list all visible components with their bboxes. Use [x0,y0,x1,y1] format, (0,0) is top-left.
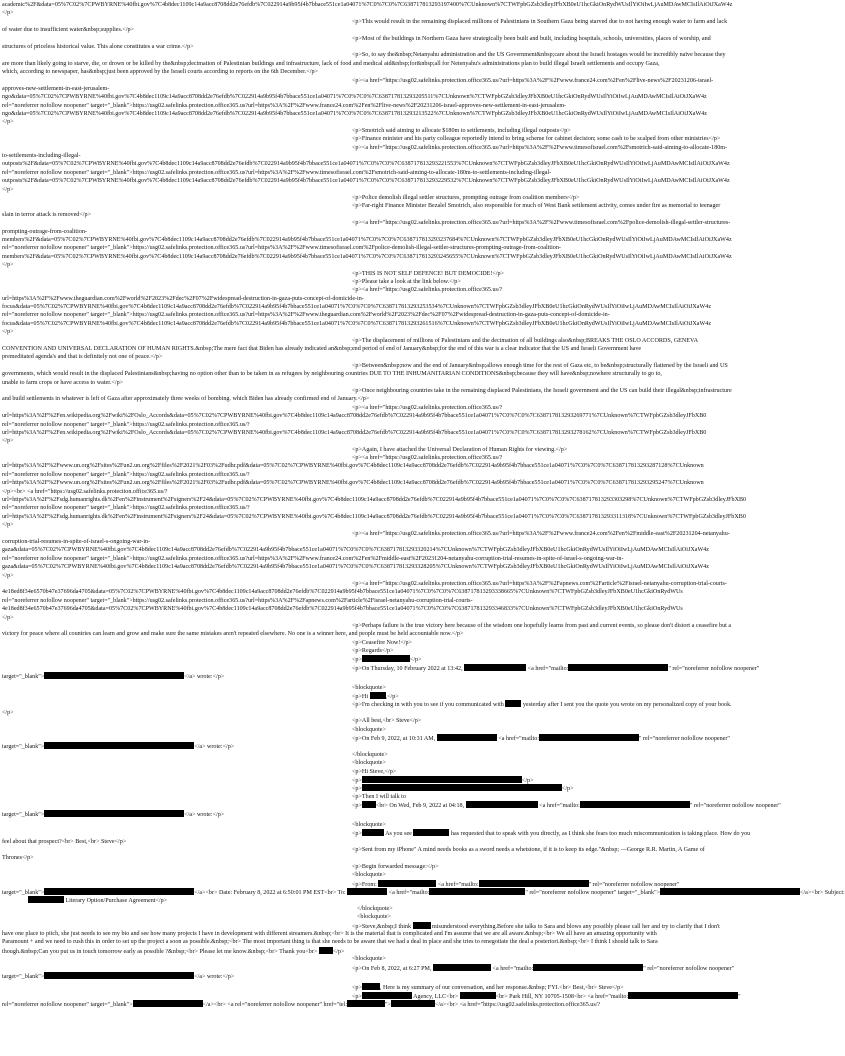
redaction-box [628,992,738,999]
source-line: rel="noreferrer nofollow noopener" target="_blank">https://usg02.safelinks.protection.office365.us?url=https%3A%2F%2Fwww.timesofisrael.com%2Fsmotrich-said-aiming-to-allocate-180m-to-settlements-including-illegal- [2,169,552,176]
redaction-box [505,700,521,707]
line-text: <p> [352,831,362,838]
source-line: <p>Begin forwarded message:</p> [352,863,439,870]
source-line: gaza&data=05%7C02%7CPWBYRNE%40fbi.gov%7C4b8dec1109c14a9acc8708dd2e76efdb%7C022914a9b95f4b7bbace551ce1a04071%7C0%7C0%7C638717813293320214%7CUnknown%7CTWFpbGZsb3dleyJFbXB0eU1hcGkiOnRydWUsIlYiOiIwLjAuMDAwMCIsIlAiOiJXaW4z [2,547,709,554]
source-line: <p><a href="https://usg02.safelinks.protection.office365.us/?url=https%3A%2F%2Fwww.france24.com%2Fen%2Fmiddle-east%2F20231204-netanyahu- [352,530,730,537]
source-line: victory for peace where all countries can learn and grow and make sure the same mistakes aren't repeated elsewhere. No one is a winner here, and people must be held accountable now.</p> [2,631,464,638]
source-line: rel="noreferrer nofollow noopener" target="_blank">https://usg02.safelinks.protection.office365.us/? [2,421,250,428]
redaction-box [460,992,496,999]
source-line: rel="noreferrer nofollow noopener" target="_blank">https://usg02.safelinks.protection.office365.us/? [2,471,250,478]
source-line: <p>Between&nbsp;now and the end of January&nbsp;allows enough time for the rest of Gaza etc, to be&nbsp;structurally flattened by the Israeli and US [352,362,728,369]
source-line: unable to farm crops or have access to water.</p> [2,379,124,386]
source-line: focus&data=05%7C02%7CPWBYRNE%40fbi.gov%7C4b8dec1109c14a9acc8708dd2e76efdb%7C022914a9b95f4b7bbace551ce1a04071%7C0%7C0%7C638717813293253534%7CUnknown%7CTWFpbGZsb3dleyJFbXB0eU1hcGkiOnRydWUsIlYiOiIwLjAuMDAwMCIsIlAiOiJXaW4z [2,304,712,311]
source-line: </p> [2,522,14,529]
line-text: " rel="noreferrer nofollow noopener" target="_blank"> [525,890,660,897]
source-line: </p> [2,262,14,269]
redaction-box [44,810,184,817]
line-text: " rel="noreferrer nofollow noopener" [643,965,735,972]
source-line: rel="noreferrer nofollow noopener" target="_blank">https://usg02.safelinks.protection.office365.us?url=https%3A%2F%2Fwww.france24.com%2Fen%2Flive-news%2F20231206-israel-approves-new-settlement-in-east-jerusalem- [2,102,567,109]
source-line: <p>Perhaps failure is the true victory here because of the wisdom one hopefully learns from past and current events, so please don't distort a ceasefire but a [352,622,732,629]
line-text: </a> wrote:</p> [184,674,225,681]
source-line: <p><a href="https://usg02.safelinks.protection.office365.us/?url=https%3A%2F%2Fapnews.com%2Farticle%2Fisrael-netanyahu-corruption-trial-courts- [352,580,727,587]
redaction-box [28,896,64,903]
redaction-box [568,664,668,671]
source-line [2,947,814,955]
source-line: <p>Please take a look at the link below.</p> [352,278,461,285]
source-line: <blockquote> [352,821,386,828]
source-line [2,801,814,809]
line-text: target="_blank"> [2,890,45,897]
line-text: " rel="noreferrer nofollow noopener" [588,881,680,888]
line-text: <p>On Feb 8, 2022, at 6:27 PM, [352,965,434,972]
line-text: , Here is my summary of our conversation, and her response.&nbsp; FYI.<br> Best,<br> Steve</p> [379,985,624,992]
source-line: <p><a href="https://usg02.safelinks.protection.office365.us/? [352,404,503,411]
source-line: <p>Again, I have attached the Universal Declaration of Human Rights for viewing.</p> [352,446,568,453]
line-text: " [738,993,741,1000]
line-text: </a><br> Subject: [800,890,845,897]
line-text [2,898,28,904]
source-line: <blockquote> [352,760,386,767]
source-line: </p> [2,329,14,336]
source-line: </p> [2,572,14,579]
redaction-box [362,655,410,662]
line-text: yesterday after I sent you the quote you wrote on my personalized copy of your book. [521,702,732,709]
line-text: <p> [352,993,362,1000]
redaction-box [133,1000,203,1007]
line-text: </p> [409,657,422,664]
source-line [2,1000,814,1008]
email-source-document [2,1,845,1009]
source-line: corruption-trial-resumes-in-spite-of-israel-s-ongoing-war-in- [2,539,151,545]
source-line: url=https%3A%2F%2Fsdg.humanrights.dk%2Fen%2Finstrument%2Fsigners%2F24&data=05%7C02%7CPWBYRNE%40fbi.gov%7C4b8dec1109c14a9acc8708dd2e76efdb%7C022914a9b95f4b7bbace551ce1a04071%7C0%7C0%7C638717813293303298%7CUnknown%7CTWFpbGZsb3dleyJFbXB0 [2,497,747,504]
source-line: <p>Then I will talk to [352,793,408,800]
source-line: <p>The displacement of millions of Palestinians and the decimation of all buildings also&nbsp;BREAKS THE OSLO ACCORDS, GENEVA [352,337,699,344]
line-text: <p>On Feb 9, 2022, at 10:31 AM, [352,735,437,742]
source-line: <blockquote> [352,872,386,879]
redaction-box [378,880,436,887]
source-line: <p>Once neighbouring countries take in the remaining displaced Palestinians, the Israeli government and the US can build their illegal&nbsp;infrastructure [352,387,732,394]
line-text: </a> wrote:</p> [184,811,225,818]
source-line: CONVENTION AND UNIVERSAL DECLARATION OF HUMAN RIGHTS.&nbsp;The mere fact that Biden has already indicated an&nbsp;end period of end of January&nbsp;for the end of this war is a clear indicator that the US and Israeli Government have [2,346,642,353]
source-line: ngo&data=05%7C02%7CPWBYRNE%40fbi.gov%7C4b8dec1109c14a9acc8708dd2e76efdb%7C022914a9b95f4b7bbace551ce1a04071%7C0%7C0%7C638717813293213522%7CUnknown%7CTWFpbGZsb3dleyJFbXB0eU1hcGkiOnRydWUsIlYiOiIwLjAuMDAwMCIsIlAiOiJXaW4z [2,111,707,118]
line-text: rel="noreferrer nofollow noopener" target="_blank"> [2,1002,133,1009]
line-text: " rel="noreferrer nofollow noopener" [668,665,760,672]
source-line: </p> [2,614,14,621]
redaction-box [319,947,333,954]
redaction-box [44,972,194,979]
source-line: <blockquote> [352,956,386,963]
line-text: <p>Steve,&nbsp;I think [352,923,413,930]
line-text: <a href="mailto: [496,735,539,742]
source-line: <p>Finance minister and his party colleague reportedly intend to bring scheme for cabinet decision; some cash to be scalped from other ministries</p> [352,136,721,143]
source-line: members%2F&data=05%7C02%7CPWBYRNE%40fbi.gov%7C4b8dec1109c14a9acc8708dd2e76efdb%7C022914a9b95f4b7bbace551ce1a04071%7C0%7C0%7C638717813293237684%7CUnknown%7CTWFpbGZsb3dleyJFbXB0eU1hcGkiOnRydWUsIlYiOiIwLjAuMDAwMCIsIlAiOiJXaW4z [2,236,732,243]
line-text: </a> wrote:</p> [194,973,235,980]
source-line: url=https%3A%2F%2Fen.wikipedia.org%2Fwiki%2FOslo_Accords&data=05%7C02%7CPWBYRNE%40fbi.gov%7C4b8dec1109c14a9acc8708dd2e76efdb%7C022914a9b95f4b7bbace551ce1a04071%7C0%7C0%7C638717813293269771%7CUnknown%7CTWFpbGZsb3dleyJFbXB0 [2,413,707,420]
source-line: </p> [2,10,14,17]
source-line: <blockquote> [352,684,386,691]
line-text: <a href="mailto: [526,665,569,672]
line-text: <br> On Wed, Feb 9, 2022 at 04:18, [375,803,466,810]
source-line: prompting-outrage-from-coalition- [2,228,87,235]
source-line: <p><a href="https://usg02.safelinks.protection.office365.us/?url=https%3A%2F%2Fwww.timesofisrael.com%2Fsmotrich-said-aiming-to-allocate-180m- [352,144,728,151]
line-text: As you see [383,831,414,838]
source-line: Thrones</p> [2,855,34,862]
source-line: premeditated agenda's and that is definitely not one of peace.</p> [2,354,163,361]
source-line [2,700,814,708]
source-line: have one place to pitch, she just needs to see my bio and see how many projects I have in development with different streamers.&nbsp;<br> It is the material that is complicated and I'm assume that we are all aware.&nbsp;<br> We all have an amazing opportunity with [2,930,657,937]
source-line [2,672,814,680]
source-line: slain in terror attack is removed</p> [2,211,91,218]
line-text: Agency, LLC<br> [411,993,460,1000]
redaction-box [580,801,690,808]
source-line [2,692,814,700]
source-line [2,880,814,888]
source-line: </blockquote> [352,751,388,758]
source-line: <p>Regards</p> [352,648,394,655]
redaction-box [362,801,376,808]
source-line: <p><a href="https://usg02.safelinks.protection.office365.us/? [352,287,503,294]
redaction-box [44,888,194,895]
line-text: " rel="noreferrer nofollow noopener" [689,803,781,810]
source-line [2,922,814,930]
line-text: <p> [352,786,362,793]
source-line [2,664,814,672]
source-line: academic%2F&data=05%7C02%7CPWBYRNE%40fbi.gov%7C4b8dec1109c14a9acc8708dd2e76efdb%7C022914a9b95f4b7bbace551ce1a04071%7C0%7C0%7C638717813293197400%7CUnknown%7CTWFpbGZsb3dleyJFbXB0eU1hcGkiOnRydWUsIlYiOiIwLjAuMDAwMCIsIlAiOiJXaW4z [2,2,733,8]
source-line: <p>Sent from my iPhone" A mind needs books as a sword needs a whetstone, if it is to keep its edge."&nbsp; ―George R.R. Martin, A Game of [352,847,705,854]
source-line [2,776,814,784]
line-text: </a> wrote:</p> [194,744,235,751]
line-text: </p> [561,786,574,793]
redaction-box [533,964,643,971]
source-line: <p>All best,<br> Steve</p> [352,718,422,725]
redaction-box [391,1000,435,1007]
source-line [2,784,814,792]
source-line [2,972,814,980]
source-line: <p>Most of the buildings in Northern Gaza have strategically been built and built, including hospitals, schools, universities, places of worship, and [352,35,711,42]
source-line: outposts%2F&data=05%7C02%7CPWBYRNE%40fbi.gov%7C4b8dec1109c14a9acc8708dd2e76efdb%7C022914a9b95f4b7bbace551ce1a04071%7C0%7C0%7C638717813293221553%7CUnknown%7CTWFpbGZsb3dleyJFbXB0eU1hcGkiOnRydWUsIlYiOiIwLjAuMDAwMCIsIlAiOiJXaW4z [2,161,730,168]
source-line: 4e18ed8f34e6570b47e37696da4705&data=05%7C02%7CPWBYRNE%40fbi.gov%7C4b8dec1109c14a9acc8708dd2e76efdb%7C022914a9b95f4b7bbace551ce1a04071%7C0%7C0%7C638717813293346833%7CUnknown%7CTWFpbGZsb3dleyJFbXB0eU1hcGkiOnRydWUs [2,606,683,613]
line-text: target="_blank"> [2,811,45,818]
redaction-box [464,664,526,671]
redaction-box [362,992,412,999]
line-text: <p> [352,657,362,664]
redaction-box [466,801,538,808]
source-line [2,964,814,972]
line-text: <p> [352,803,362,810]
redaction-box [433,964,491,971]
line-text: misunderstood everything.Before she talks to Sara and blows any possibly please call her and try to clarify that I don't [430,923,720,930]
source-line: to-settlements-including-illegal- [2,153,81,160]
source-line: 4e18ed8f34e6570b47e37696da4705&data=05%7C02%7CPWBYRNE%40fbi.gov%7C4b8dec1109c14a9acc8708dd2e76efdb%7C022914a9b95f4b7bbace551ce1a04071%7C0%7C0%7C638717813293338665%7CUnknown%7CTWFpbGZsb3dleyJFbXB0eU1hcGkiOnRydWUs [2,589,683,596]
source-line [2,896,814,904]
source-line: Paramount + and we need to rush this in order to set up the project a soon as possible.&nbsp;<br> The most important thing is that she needs to be aware that we had a deal in place and she tries to renegotiate the deal a posteriori.&nbsp;<br> I think I should talk to Sara [2,939,658,946]
redaction-box [362,776,522,783]
source-line [2,983,814,991]
redaction-box [362,983,380,990]
line-text: <a href="mailto: [387,890,430,897]
source-line [2,734,814,742]
redaction-box [413,829,449,836]
source-line: <p>Far-right Finance Minister Bezalel Smotrich, also responsible for much of West Bank settlement activity, comes under fire as memorial to teenager [352,203,721,210]
line-text: <a href="mailto: [491,965,534,972]
source-line: <p>Ceasefire Now!</p> [352,639,412,646]
redaction-box [44,672,184,679]
source-line: members%2F&data=05%7C02%7CPWBYRNE%40fbi.gov%7C4b8dec1109c14a9acc8708dd2e76efdb%7C022914a9b95f4b7bbace551ce1a04071%7C0%7C0%7C638717813293245655%7CUnknown%7CTWFpbGZsb3dleyJFbXB0eU1hcGkiOnRydWUsIlYiOiIwLjAuMDAwMCIsIlAiOiJXaW4z [2,253,732,260]
line-text: <p>I'm checking in with you to see if you communicated with [352,702,506,709]
line-text: <p>Hi [352,694,370,701]
source-line: <p>Police demolish illegal settler structures, prompting outrage from coalition members</p> [352,194,580,201]
source-line: ngo&data=05%7C02%7CPWBYRNE%40fbi.gov%7C4b8dec1109c14a9acc8708dd2e76efdb%7C022914a9b95f4b7bbace551ce1a04071%7C0%7C0%7C638717813293205511%7CUnknown%7CTWFpbGZsb3dleyJFbXB0eU1hcGkiOnRydWUsIlYiOiIwLjAuMDAwMCIsIlAiOiJXaW4z [2,94,707,101]
source-line: </p> [2,119,14,126]
line-text: </a><br> <a rel="noreferrer nofollow noopener" href="tel: [202,1002,348,1009]
source-line: <p>This would result in the remaining displaced millions of Palestinians in Southern Gaza being starved due to not having enough water to farm and lack [352,18,728,25]
line-text: target="_blank"> [2,674,45,681]
redaction-box [347,1000,385,1007]
source-line: </p><br> <a href="https://usg02.safelinks.protection.office365.us/? [2,488,168,495]
redaction-box [370,692,386,699]
source-line [2,992,814,1000]
line-text: <p> [352,985,362,992]
source-line: outposts%2F&data=05%7C02%7CPWBYRNE%40fbi.gov%7C4b8dec1109c14a9acc8708dd2e76efdb%7C022914a9b95f4b7bbace551ce1a04071%7C0%7C0%7C638717813293229532%7CUnknown%7CTWFpbGZsb3dleyJFbXB0eU1hcGkiOnRydWUsIlYiOiIwLjAuMDAwMCIsIlAiOiJXaW4z [2,178,730,185]
redaction-box [660,888,800,895]
line-text: <a href="mailto: [537,803,580,810]
line-text: <p>On Thursday, 10 February 2022 at 13:42, [352,665,465,672]
source-line: of water due to insufficient water&nbsp;supplies.</p> [2,27,134,34]
source-line [2,742,814,750]
source-line: url=https%3A%2F%2Fwww.theguardian.com%2Fworld%2F2023%2Fdec%2F07%2Fwidespread-destruction-in-gaza-puts-concept-of-domicide-in- [2,295,364,302]
source-line: rel="noreferrer nofollow noopener" target="_blank">https://usg02.safelinks.protection.office365.us/? [2,505,250,512]
line-text: " rel="noreferrer nofollow noopener" [638,735,730,742]
line-text: </a><br> Date: February 8, 2022 at 6:50:01 PM EST<br> To: [194,890,348,897]
source-line: <p><a href="https://usg02.safelinks.protection.office365.us/?url=https%3A%2F%2Fwww.france24.com%2Fen%2Flive-news%2F20231206-israel- [352,77,714,84]
source-line: rel="noreferrer nofollow noopener" target="_blank">https://usg02.safelinks.protection.office365.us?url=https%3A%2F%2Fwww.france24.com%2Fen%2Fmiddle-east%2F20231204-netanyahu-corruption-trial-resumes-in-spite-of-israel-s-ongoing-war-in- [2,555,624,562]
line-text: <br> Park Hill, NY 10705-1508<br> <a href="mailto: [495,993,629,1000]
line-text: </p> [332,948,345,955]
source-line: structures of priceless historical value. This alone constitutes a war crime.</p> [2,43,194,50]
source-line [2,655,814,663]
line-text: ,</p> [385,694,399,701]
source-line: url=https%3A%2F%2Fsdg.humanrights.dk%2Fen%2Finstrument%2Fsigners%2F24&data=05%7C02%7CPWBYRNE%40fbi.gov%7C4b8dec1109c14a9acc8708dd2e76efdb%7C022914a9b95f4b7bbace551ce1a04071%7C0%7C0%7C638717813293311318%7CUnknown%7CTWFpbGZsb3dleyJFbXB0 [2,513,746,520]
source-line: approves-new-settlement-in-east-jerusalem- [2,85,110,92]
source-line: url=https%3A%2F%2Fen.wikipedia.org%2Fwiki%2FOslo_Accords&data=05%7C02%7CPWBYRNE%40fbi.gov%7C4b8dec1109c14a9acc8708dd2e76efdb%7C022914a9b95f4b7bbace551ce1a04071%7C0%7C0%7C638717813293278162%7CUnknown%7CTWFpbGZsb3dleyJFbXB0 [2,429,707,436]
source-line: rel="noreferrer nofollow noopener" target="_blank">https://usg02.safelinks.protection.office365.us?url=https%3A%2F%2Fapnews.com%2Farticle%2Fisrael-netanyahu-corruption-trial-courts- [2,597,473,604]
source-line: </p> [2,709,14,716]
line-text: target="_blank"> [2,744,45,751]
redaction-box [437,734,497,741]
source-line: feel about that prospect?<br> Best,<br> Steve</p> [2,838,127,845]
source-line: <blockquote> [352,726,386,733]
source-line: <p><a href="https://usg02.safelinks.protection.office365.us/?url=https%3A%2F%2Fwww.timesofisrael.com%2Fpolice-demolish-illegal-settler-structures- [352,220,731,227]
redaction-box [429,888,525,895]
source-line: rel="noreferrer nofollow noopener" target="_blank">https://usg02.safelinks.protection.office365.us?url=https%3A%2F%2Fwww.theguardian.com%2Fworld%2F2023%2Fdec%2F07%2Fwidespread-destruction-in-gaza-puts-concept-of-domicide-in- [2,312,610,319]
source-line: gaza&data=05%7C02%7CPWBYRNE%40fbi.gov%7C4b8dec1109c14a9acc8708dd2e76efdb%7C022914a9b95f4b7bbace551ce1a04071%7C0%7C0%7C638717813293328205%7CUnknown%7CTWFpbGZsb3dleyJFbXB0eU1hcGkiOnRydWUsIlYiOiIwLjAuMDAwMCIsIlAiOiJXaW4z [2,564,709,571]
source-line: <p>THIS IS NOT SELF DEFENCE! BUT DEMOCIDE!</p> [352,270,504,277]
redaction-box [413,922,431,929]
line-text: </p> [521,777,534,784]
redaction-box [362,829,384,836]
source-line: <p><a href="https://usg02.safelinks.protection.office365.us/? [352,455,503,462]
source-line [2,829,814,837]
line-text: target="_blank"> [2,973,45,980]
source-line: url=https%3A%2F%2Fwww.un.org%2Fsites%2Fun2.un.org%2Ffiles%2F2021%2F03%2Fudhr.pdf&data=05%7C02%7CPWBYRNE%40fbi.gov%7C4b8dec1109c14a9acc8708dd2e76efdb%7C022914a9b95f4b7bbace551ce1a04071%7C0%7C0%7C638717813293287128%7CUnknown [2,463,704,470]
redaction-box [347,888,387,895]
line-text: Literary Option/Purchase Agreement</p> [63,898,168,905]
source-line: </p> [2,186,14,193]
source-line: are more than likely going to starve, die, or drown or be killed by the&nbsp;decimation of Palestinian buildings and infrastructure, lack of food and medical aid&nbsp;for&nbsp;all for Netenyahu's administrations plan to build illegal Israeli settlements and occupy Gaza, [2,60,660,67]
source-line: <p>Hi Steve,</p> [352,768,397,775]
source-line: governments, which would result in the displaced Palestinians&nbsp;having no option other than to be taken in as refugees by neighbouring countries DUE TO THE INHUMANITARIAN CONDITIONS&nbsp;because they will have&nbsp;nowhere structurally to go to, [2,371,662,378]
source-line: url=https%3A%2F%2Fwww.un.org%2Fsites%2Fun2.un.org%2Ffiles%2F2021%2F03%2Fudhr.pdf&data=05%7C02%7CPWBYRNE%40fbi.gov%7C4b8dec1109c14a9acc8708dd2e76efdb%7C022914a9b95f4b7bbace551ce1a04071%7C0%7C0%7C638717813293295247%7CUnknown [2,480,704,487]
source-line [2,888,845,897]
source-line: <p>Smotrich said aiming to allocate $180m to settlements, including illegal outposts</p> [352,127,571,134]
line-text: </a><br> <a href="https://usg02.safelinks.protection.office365.us/? [434,1002,601,1009]
redaction-box [362,784,562,791]
source-line: </p> [2,438,14,445]
source-line: <p>So, to say the&nbsp;Netanyahu administration and the US Government&nbsp;care about the Israeli hostages would be incredibly naïve because they [352,52,726,59]
source-line: </blockquote> [357,905,393,912]
source-line: focus&data=05%7C02%7CPWBYRNE%40fbi.gov%7C4b8dec1109c14a9acc8708dd2e76efdb%7C022914a9b95f4b7bbace551ce1a04071%7C0%7C0%7C638717813293261516%7CUnknown%7CTWFpbGZsb3dleyJFbXB0eU1hcGkiOnRydWUsIlYiOiIwLjAuMDAwMCIsIlAiOiJXaW4z [2,320,712,327]
source-line: which, according to newspaper, has&nbsp;just been approved by the Israeli courts according to reports on the 6th December.</p> [2,69,318,76]
source-line: rel="noreferrer nofollow noopener" target="_blank">https://usg02.safelinks.protection.office365.us?url=https%3A%2F%2Fwww.timesofisrael.com%2Fpolice-demolish-illegal-settler-structures-prompting-outrage-from-coalition- [2,245,561,252]
redaction-box [44,742,194,749]
line-text: though.&nbsp;Can you put us in touch tomorrow early as possible ?&nbsp;<br> Please let me know.&nbsp;<br> Thank you<br> [2,948,319,955]
line-text: has requested that to speak with you directly, as I think she fears too much miscommunication is taking place. How do you [449,831,751,838]
line-text: <a href="mailto: [436,881,479,888]
line-text: <p>From: [352,881,379,888]
source-line: and build settlements in whatever is left of Gaza after approximately three weeks of bombing. which Biden has already confirmed end of January.</p> [2,396,370,403]
source-line [2,810,814,818]
redaction-box [539,734,639,741]
line-text: "> [385,1002,391,1009]
redaction-box [479,880,589,887]
line-text: <p> [352,777,362,784]
source-line: <blockquote> [357,914,391,921]
